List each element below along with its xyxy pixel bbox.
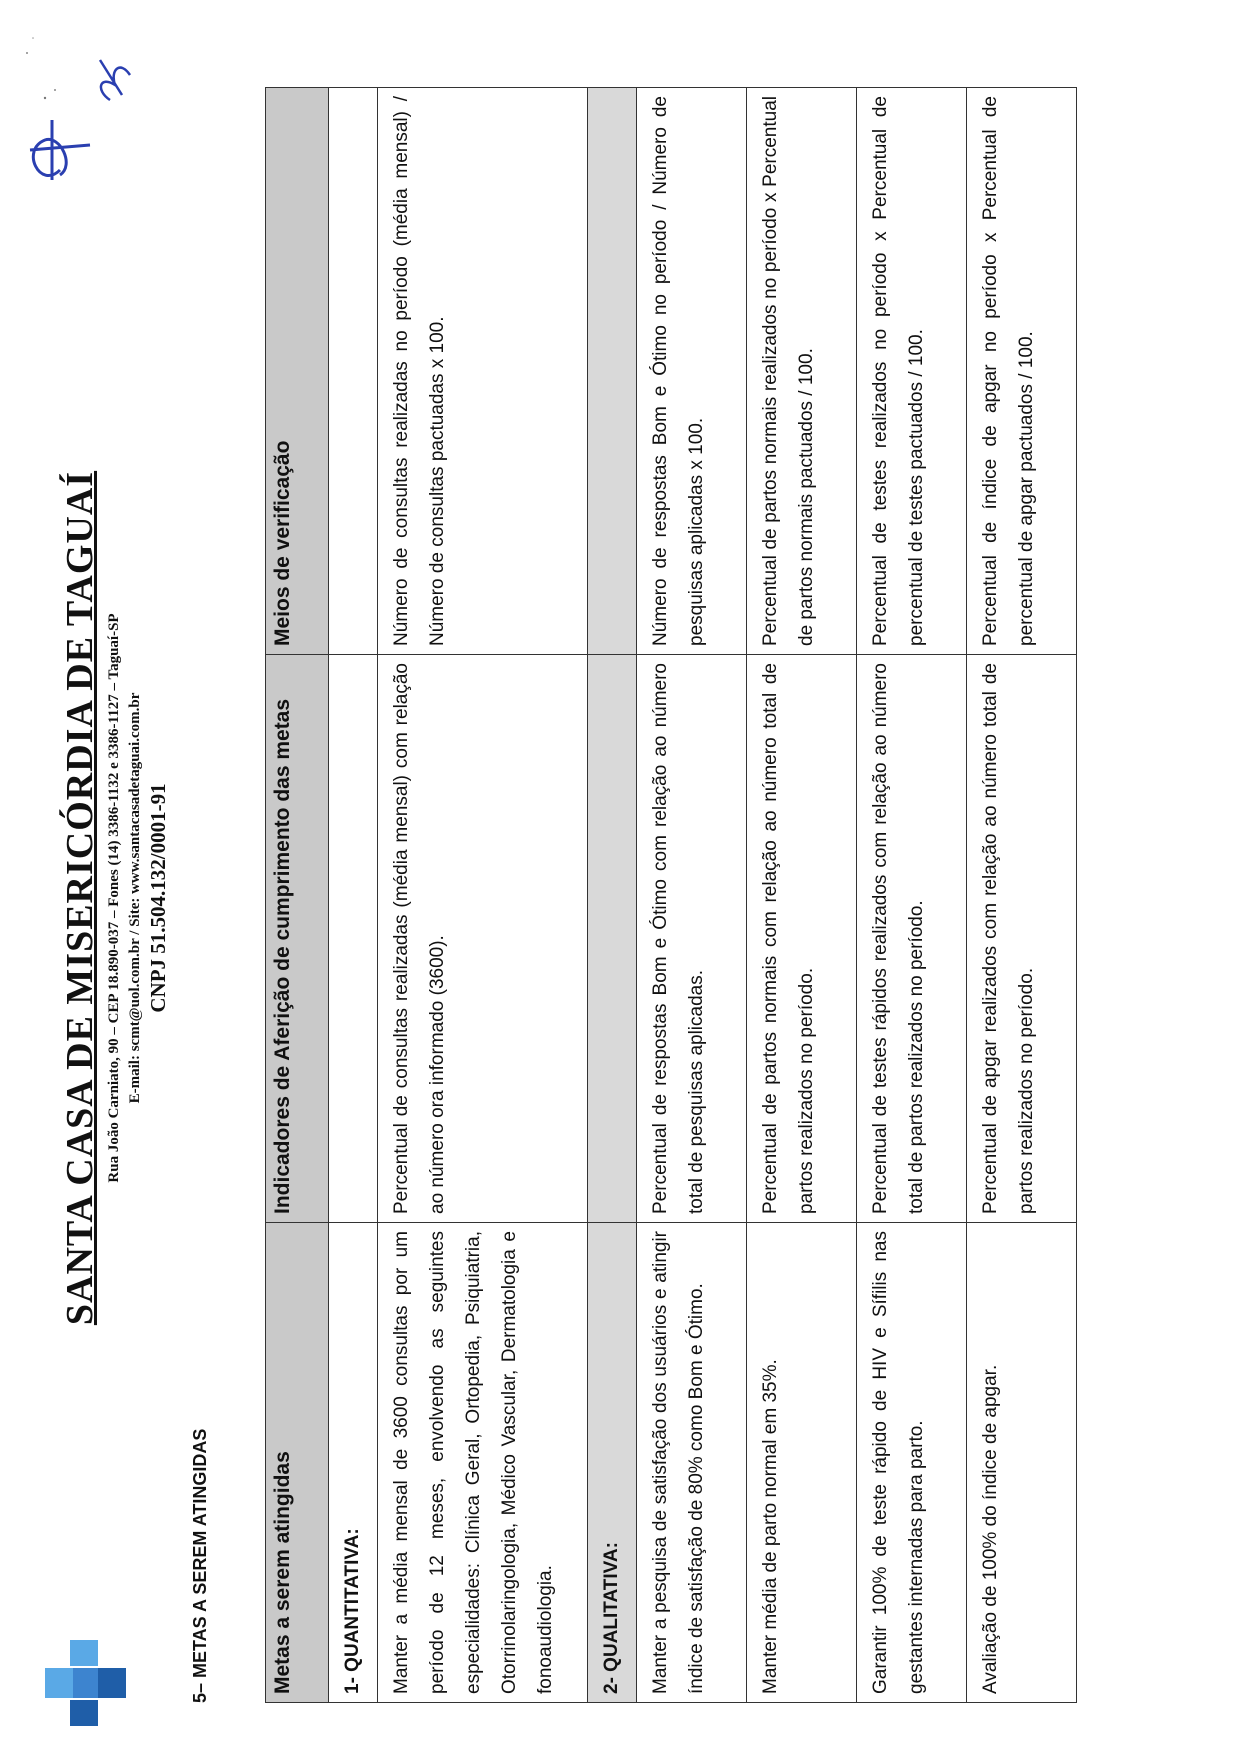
goal-cell: Manter a média mensal de 3600 consultas por um período de 12 meses, envolvendo as seguintes especialidades: Clínica Geral, Ortopedia, Psiquiatria, Otorrinolaringologia, Médico Vascular, Dermatologia e fonoaudiologia. (378, 1223, 588, 1703)
table-row (637, 88, 747, 1703)
goal-cell: Manter a pesquisa de satisfação dos usuários e atingir índice de satisfação de 80% como Bom e Ótimo. (637, 1223, 747, 1703)
indicator-cell: Percentual de apgar realizados com relação ao número total de partos realizados no período. (967, 655, 1077, 1223)
table-row (378, 88, 588, 1703)
header-verification: Meios de verificação (266, 88, 329, 655)
verification-cell: Percentual de índice de apgar no período x Percentual de percentual de apgar pactuados / 100. (967, 88, 1077, 655)
handwritten-signature-mark (0, 30, 150, 210)
indicator-cell: Percentual de consultas realizadas (média mensal) com relação ao número ora informado (3600). (378, 655, 588, 1223)
institution-cnpj: CNPJ 51.504.132/0001-91 (146, 783, 170, 1013)
verification-cell: Número de respostas Bom e Ótimo no período / Número de pesquisas aplicadas x 100. (637, 88, 747, 655)
goals-table (265, 87, 1077, 1703)
group-label: 1- QUANTITATIVA: (329, 1223, 378, 1703)
table-row (857, 88, 967, 1703)
header-goals: Metas a serem atingidas (266, 1223, 329, 1703)
hospital-cross-logo-icon (40, 1638, 130, 1728)
indicator-cell: Percentual de partos normais com relação ao número total de partos realizados no período. (747, 655, 857, 1223)
section-title: 5– METAS A SEREM ATINGIDAS (190, 1428, 210, 1703)
group-row-quantitativa (329, 88, 378, 1703)
table-header-row (266, 88, 329, 1703)
indicator-cell: Percentual de testes rápidos realizados com relação ao número total de partos realizados no período. (857, 655, 967, 1223)
goal-cell: Manter média de parto normal em 35%. (747, 1223, 857, 1703)
letterhead (58, 308, 171, 1488)
header-indicators: Indicadores de Aferição de cumprimento das metas (266, 655, 329, 1223)
institution-contact: E-mail: scmt@uol.com.br / Site: www.santacasadetaguai.com.br (127, 692, 143, 1104)
group-label: 2- QUALITATIVA: (588, 1223, 637, 1703)
verification-cell: Número de consultas realizadas no período (média mensal) / Número de consultas pactuadas x 100. (378, 88, 588, 655)
institution-address: Rua João Carniato, 90 – CEP 18.890-037 – Fones (14) 3386-1132 e 3386-1127 – Taguaí-SP (106, 613, 122, 1183)
goal-cell: Avaliação de 100% do índice de apgar. (967, 1223, 1077, 1703)
empty-cell (588, 655, 637, 1223)
verification-cell: Percentual de partos normais realizados no período x Percentual de partos normais pactuados / 100. (747, 88, 857, 655)
empty-cell (329, 88, 378, 655)
indicator-cell: Percentual de respostas Bom e Ótimo com relação ao número total de pesquisas aplicadas. (637, 655, 747, 1223)
table-row (747, 88, 857, 1703)
empty-cell (329, 655, 378, 1223)
verification-cell: Percentual de testes realizados no período x Percentual de percentual de testes pactuados / 100. (857, 88, 967, 655)
table-row (967, 88, 1077, 1703)
institution-title: SANTA CASA DE MISERICÓRDIA DE TAGUAÍ (59, 470, 101, 1326)
group-row-qualitativa (588, 88, 637, 1703)
goal-cell: Garantir 100% de teste rápido de HIV e Sífilis nas gestantes internadas para parto. (857, 1223, 967, 1703)
empty-cell (588, 88, 637, 655)
